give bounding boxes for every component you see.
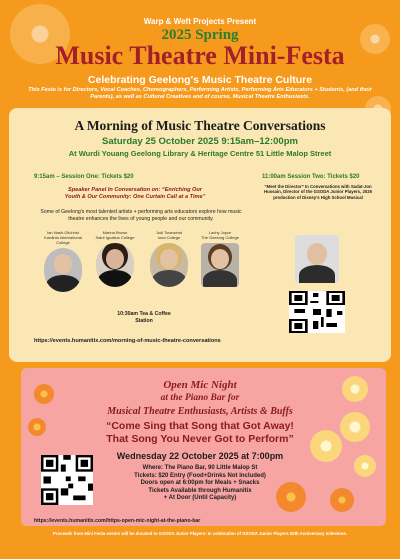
presenter-line: Warp & Weft Projects Present	[143, 17, 257, 26]
festival-year: 2025 Spring	[161, 27, 239, 43]
footer-note: Proceeds from Mini Festa events will be donated to GSODA Junior Players: In celebration of GSODA Junior Players 60th Anniversary milestone.	[53, 531, 347, 536]
open-mic-audience: Musical Theatre Enthusiasts, Artists & Buffs	[107, 406, 293, 417]
panelist-card	[92, 230, 138, 287]
panelist-org: Kardinia International College	[44, 235, 82, 245]
open-mic-title: Open Mic Night	[163, 379, 237, 391]
panelist-card	[197, 230, 243, 287]
panelist-org: Saint Ignatius College	[95, 235, 135, 240]
session-two-description: “Meet the Director” In Conversations with Sadat-Jon Hussain, Director of the GSODA Junior Players, 2025 production of Disney's High School Musical	[263, 184, 372, 200]
detail-line: Where: The Piano Bar, 90 Little Malop St	[142, 465, 258, 471]
panelist-name: Jodi Townsend	[155, 230, 183, 235]
morning-qr-code[interactable]	[289, 291, 345, 333]
open-mic-ticket-link[interactable]: https://events.humanitix.com/https-open-mic-night-at-the-piano-bar	[34, 518, 201, 524]
open-mic-subtitle: at the Piano Bar for	[160, 393, 240, 403]
panelist-name: Marina Brown	[102, 230, 128, 235]
panelist-org: Iona College	[157, 235, 181, 240]
panelist-photo	[44, 248, 82, 292]
open-mic-qr-code[interactable]	[41, 455, 93, 505]
flower-decoration	[330, 488, 354, 512]
speaker-panel-title: Speaker Panel In Conversation on: “Enriching Our Youth & Our Community: One Curtain Call at a Time”	[64, 187, 206, 200]
session-two-heading: 11:00am Session Two: Tickets $20	[262, 174, 360, 180]
page-title: Music Theatre Mini-Festa	[55, 41, 345, 70]
panelist-name: Lachy Joyce	[208, 230, 232, 235]
session-one-heading: 9:15am – Session One: Tickets $20	[34, 174, 134, 180]
intro-text: This Festa is for Directors, Vocal Coaches, Choreographers, Performing Artists, Performing Arts Educators + Students, (and their Parents), as well as Cultural Creatives and of course, Musical Theatre Enthusiasts.	[28, 87, 372, 100]
tea-break: 10:30am Tea & Coffee Station	[117, 311, 171, 324]
page-subtitle: Celebrating Geelong's Music Theatre Culture	[87, 74, 313, 86]
panelist-photo	[201, 243, 239, 287]
detail-line: + At Door (Until Capacity)	[163, 495, 237, 502]
panelist-card	[40, 230, 86, 292]
open-mic-quote-line1: “Come Sing that Song that Got Away!	[106, 420, 294, 432]
detail-line: Doors open at 6:00pm for Meals + Snacks	[140, 480, 260, 487]
morning-title: A Morning of Music Theatre Conversations	[74, 118, 326, 133]
open-mic-quote-line2: That Song You Never Got to Perform”	[106, 433, 294, 445]
detail-line: Tickets: $20 Entry (Food+Drinks Not Included)	[134, 472, 266, 479]
panelist-photo	[150, 243, 188, 287]
panelist-name: Ian Nash-Gilchrist	[47, 230, 79, 235]
detail-line: Tickets Available through Humanitix	[148, 487, 252, 494]
panelist-org: The Geelong College	[201, 235, 239, 240]
panelist-card	[146, 230, 192, 287]
open-mic-date: Wednesday 22 October 2025 at 7:00pm	[116, 451, 284, 461]
morning-date: Saturday 25 October 2025 9:15am–12:00pm	[102, 136, 298, 147]
session-one-description: Some of Geelong's most talented artists + performing arts educators explore how music theatre enhances the lives of young people and our community.	[40, 209, 242, 222]
director-photo	[295, 235, 339, 283]
open-mic-details	[110, 465, 290, 503]
morning-ticket-link[interactable]: https://events.humanitix.com/morning-of-music-theatre-conversations	[34, 338, 221, 344]
morning-venue: At Wurdi Youang Geelong Library & Heritage Centre 51 Little Malop Street	[68, 149, 332, 158]
panelist-photo	[96, 243, 134, 287]
